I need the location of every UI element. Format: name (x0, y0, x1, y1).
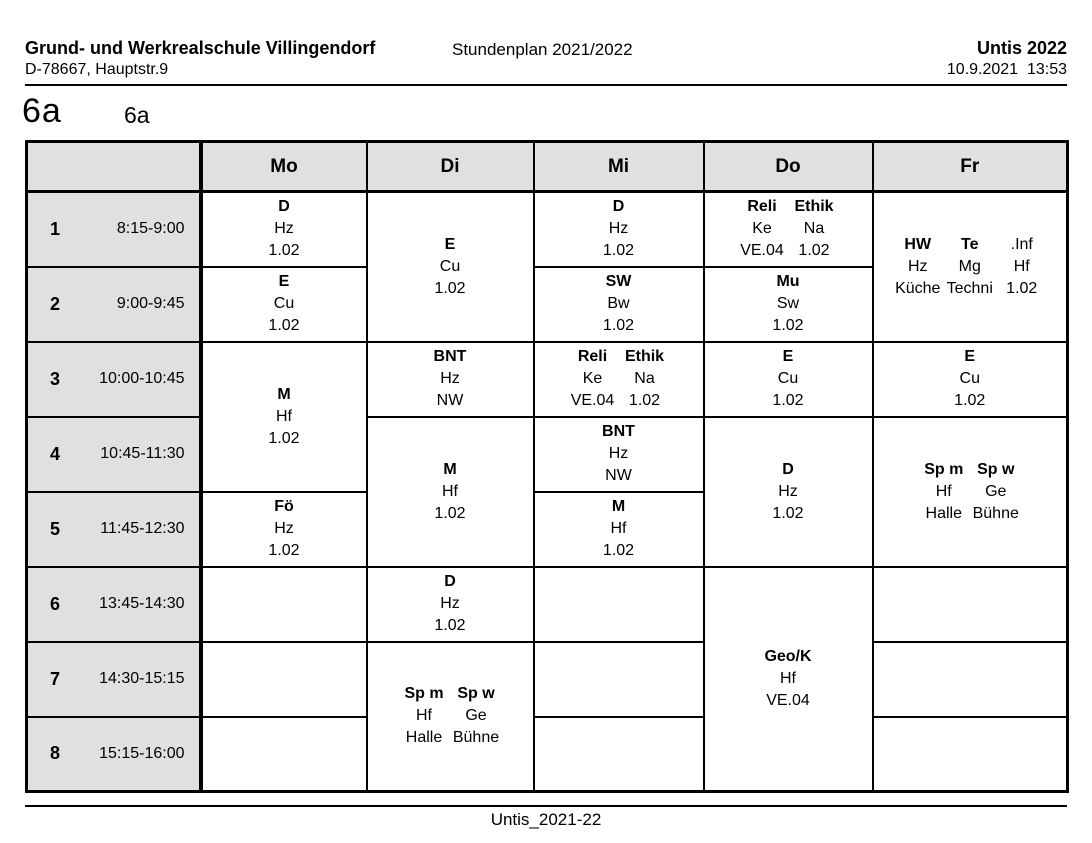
lesson-mo-3-4: M Hf 1.02 (201, 342, 367, 492)
app-title: Untis 2022 (976, 38, 1067, 58)
lesson-di-4-5: M Hf 1.02 (367, 417, 534, 567)
period-number: 6 (50, 593, 61, 614)
timetable-grid (25, 140, 1069, 793)
period-row-3 (27, 342, 1068, 417)
lesson-do-6-8: Geo/K Hf VE.04 (704, 567, 873, 792)
plan-title: Stundenplan 2021/2022 (452, 40, 633, 59)
empty-slot-mi-8 (534, 717, 704, 792)
lesson-mi-5: M Hf 1.02 (534, 492, 704, 567)
lesson-di-1-2: E Cu 1.02 (367, 192, 534, 342)
lesson-di-7-8: Sp m Sp w Hf Ge Halle Bühne (367, 642, 534, 792)
lesson-mi-2: SW Bw 1.02 (534, 267, 704, 342)
day-header-do: Do (704, 142, 873, 192)
lesson-do-1: Reli Ethik Ke Na VE.04 1.02 (704, 192, 873, 267)
period-label-1 (27, 192, 201, 267)
period-label-2 (27, 267, 201, 342)
period-number: 2 (50, 293, 61, 314)
empty-slot-fr-6 (873, 567, 1068, 642)
lesson-do-4-5: D Hz 1.02 (704, 417, 873, 567)
footer-divider (25, 805, 1067, 807)
empty-slot-mo-6 (201, 567, 367, 642)
header-divider (25, 84, 1067, 86)
period-row-4 (27, 417, 1068, 492)
period-time: 15:15-16:00 (99, 744, 185, 762)
period-label-5 (27, 492, 201, 567)
period-time: 11:45-12:30 (100, 520, 185, 537)
lesson-fr-3: E Cu 1.02 (873, 342, 1068, 417)
day-header-row (27, 142, 1068, 192)
school-address: D-78667, Hauptstr.9 (25, 61, 169, 78)
class-name-small: 6a (124, 102, 150, 128)
empty-slot-mi-7 (534, 642, 704, 717)
period-time: 10:45-11:30 (100, 445, 185, 462)
empty-slot-fr-8 (873, 717, 1068, 792)
period-row-1 (27, 192, 1068, 267)
period-time: 8:15-9:00 (116, 220, 185, 238)
period-label-3 (27, 342, 201, 417)
period-time: 10:00-10:45 (99, 370, 185, 387)
period-number: 4 (50, 443, 61, 464)
period-row-7 (27, 642, 1068, 717)
day-header-fr: Fr (873, 142, 1068, 192)
period-number: 8 (50, 743, 61, 764)
period-number: 7 (50, 668, 61, 689)
lesson-mo-1: D Hz 1.02 (201, 192, 367, 267)
lesson-do-3: E Cu 1.02 (704, 342, 873, 417)
period-row-8 (27, 717, 1068, 792)
period-time: 13:45-14:30 (99, 595, 185, 612)
day-header-di: Di (367, 142, 534, 192)
period-number: 5 (50, 518, 61, 539)
print-datetime: 10.9.2021 13:53 (946, 61, 1067, 78)
empty-slot-mo-8 (201, 717, 367, 792)
corner-cell (27, 142, 201, 192)
period-time: 9:00-9:45 (116, 295, 185, 312)
lesson-mi-4: BNT Hz NW (534, 417, 704, 492)
footer-filename: Untis_2021-22 (490, 810, 602, 829)
lesson-fr-1-2: HW Te .Inf Hz Mg Hf Küche Techni 1.02 (873, 192, 1068, 342)
class-name-large: 6a (22, 92, 62, 130)
school-name: Grund- und Werkrealschule Villingendorf (25, 38, 376, 58)
empty-slot-fr-7 (873, 642, 1068, 717)
empty-slot-mo-7 (201, 642, 367, 717)
lesson-mi-1: D Hz 1.02 (534, 192, 704, 267)
period-number: 1 (50, 218, 61, 239)
lesson-mo-5: Fö Hz 1.02 (201, 492, 367, 567)
day-header-mi: Mi (534, 142, 704, 192)
period-row-6 (27, 567, 1068, 642)
period-label-8 (27, 717, 201, 792)
day-header-mo: Mo (201, 142, 367, 192)
lesson-mo-2: E Cu 1.02 (201, 267, 367, 342)
lesson-mi-3: Reli Ethik Ke Na VE.04 1.02 (534, 342, 704, 417)
lesson-di-3: BNT Hz NW (367, 342, 534, 417)
period-time: 14:30-15:15 (99, 670, 185, 687)
empty-slot-mi-6 (534, 567, 704, 642)
period-label-4 (27, 417, 201, 492)
period-label-7 (27, 642, 201, 717)
period-number: 3 (50, 368, 61, 389)
lesson-di-6: D Hz 1.02 (367, 567, 534, 642)
period-label-6 (27, 567, 201, 642)
lesson-do-2: Mu Sw 1.02 (704, 267, 873, 342)
lesson-fr-4-5: Sp m Sp w Hf Ge Halle Bühne (873, 417, 1068, 567)
